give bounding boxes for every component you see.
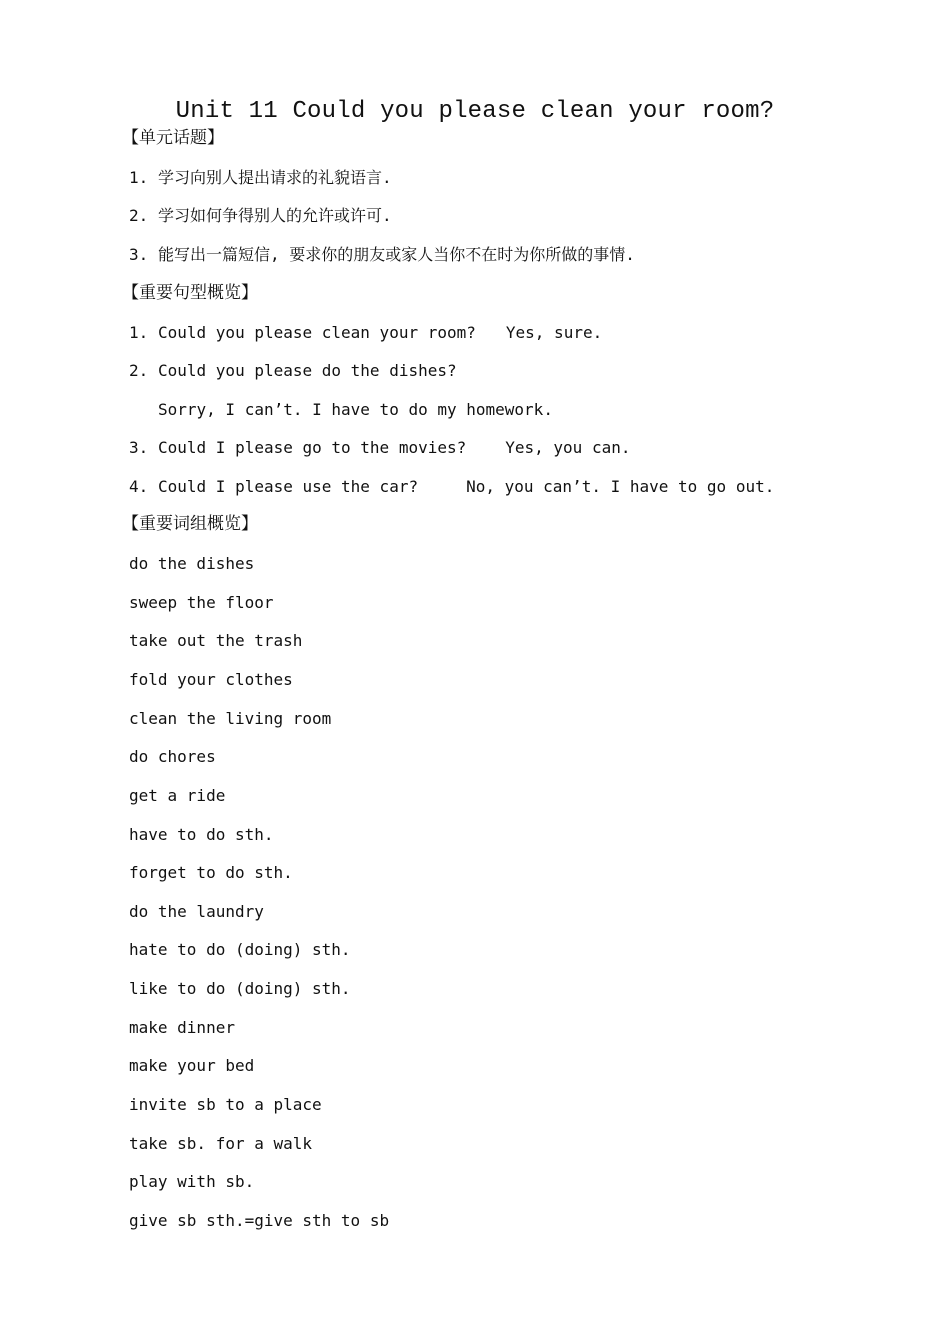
item-number: 1. (129, 168, 149, 187)
phrase-item: like to do (doing) sth. (129, 979, 351, 998)
sentence-answer: No, you can’t. I have to go out. (466, 477, 775, 496)
phrase-item: take sb. for a walk (129, 1134, 313, 1153)
sentence-item (129, 322, 602, 344)
item-number: 2. (129, 361, 149, 380)
sentence-question: Could you please do the dishes? (158, 361, 457, 380)
item-text: 能写出一篇短信, 要求你的朋友或家人当你不在时为你所做的事情. (158, 245, 635, 264)
item-number: 2. (129, 206, 149, 225)
item-number: 3. (129, 438, 149, 457)
section-heading-phrases: 【重要词组概览】 (122, 514, 258, 534)
phrase-item: do chores (129, 747, 216, 766)
sentence-question: Could you please clean your room? (158, 323, 476, 342)
sentence-answer-line (158, 399, 553, 421)
phrase-item: do the laundry (129, 902, 264, 921)
phrase-item: take out the trash (129, 631, 303, 650)
item-text: 学习如何争得别人的允许或许可. (158, 206, 392, 225)
phrase-item: do the dishes (129, 554, 255, 573)
sentence-answer: Yes, sure. (505, 323, 603, 342)
item-number: 4. (129, 477, 149, 496)
sentence-item (129, 476, 774, 498)
phrase-item: invite sb to a place (129, 1095, 322, 1114)
phrase-item: play with sb. (129, 1172, 255, 1191)
phrase-item: sweep the floor (129, 593, 274, 612)
phrase-item: clean the living room (129, 709, 332, 728)
topic-item (129, 167, 392, 189)
topic-item (129, 205, 392, 227)
item-number: 1. (129, 323, 149, 342)
section-heading-sentences: 【重要句型概览】 (122, 283, 258, 303)
phrase-item: forget to do sth. (129, 863, 293, 882)
item-number: 3. (129, 245, 149, 264)
phrase-item: hate to do (doing) sth. (129, 940, 351, 959)
sentence-question: Could I please go to the movies? (158, 438, 467, 457)
phrase-item: get a ride (129, 786, 226, 805)
page-title: Unit 11 Could you please clean your room? (175, 98, 775, 125)
phrase-item: have to do sth. (129, 825, 274, 844)
sentence-item (129, 360, 457, 382)
item-text: 学习向别人提出请求的礼貌语言. (158, 168, 392, 187)
topic-item (129, 244, 635, 266)
sentence-answer: Yes, you can. (505, 438, 631, 457)
phrase-item: make your bed (129, 1056, 255, 1075)
sentence-item (129, 437, 630, 459)
phrase-item: fold your clothes (129, 670, 293, 689)
phrase-item: give sb sth.=give sth to sb (129, 1211, 390, 1230)
phrase-item: make dinner (129, 1018, 235, 1037)
sentence-answer: Sorry, I can’t. I have to do my homework. (158, 400, 553, 419)
sentence-question: Could I please use the car? (158, 477, 419, 496)
section-heading-topic: 【单元话题】 (122, 128, 224, 148)
